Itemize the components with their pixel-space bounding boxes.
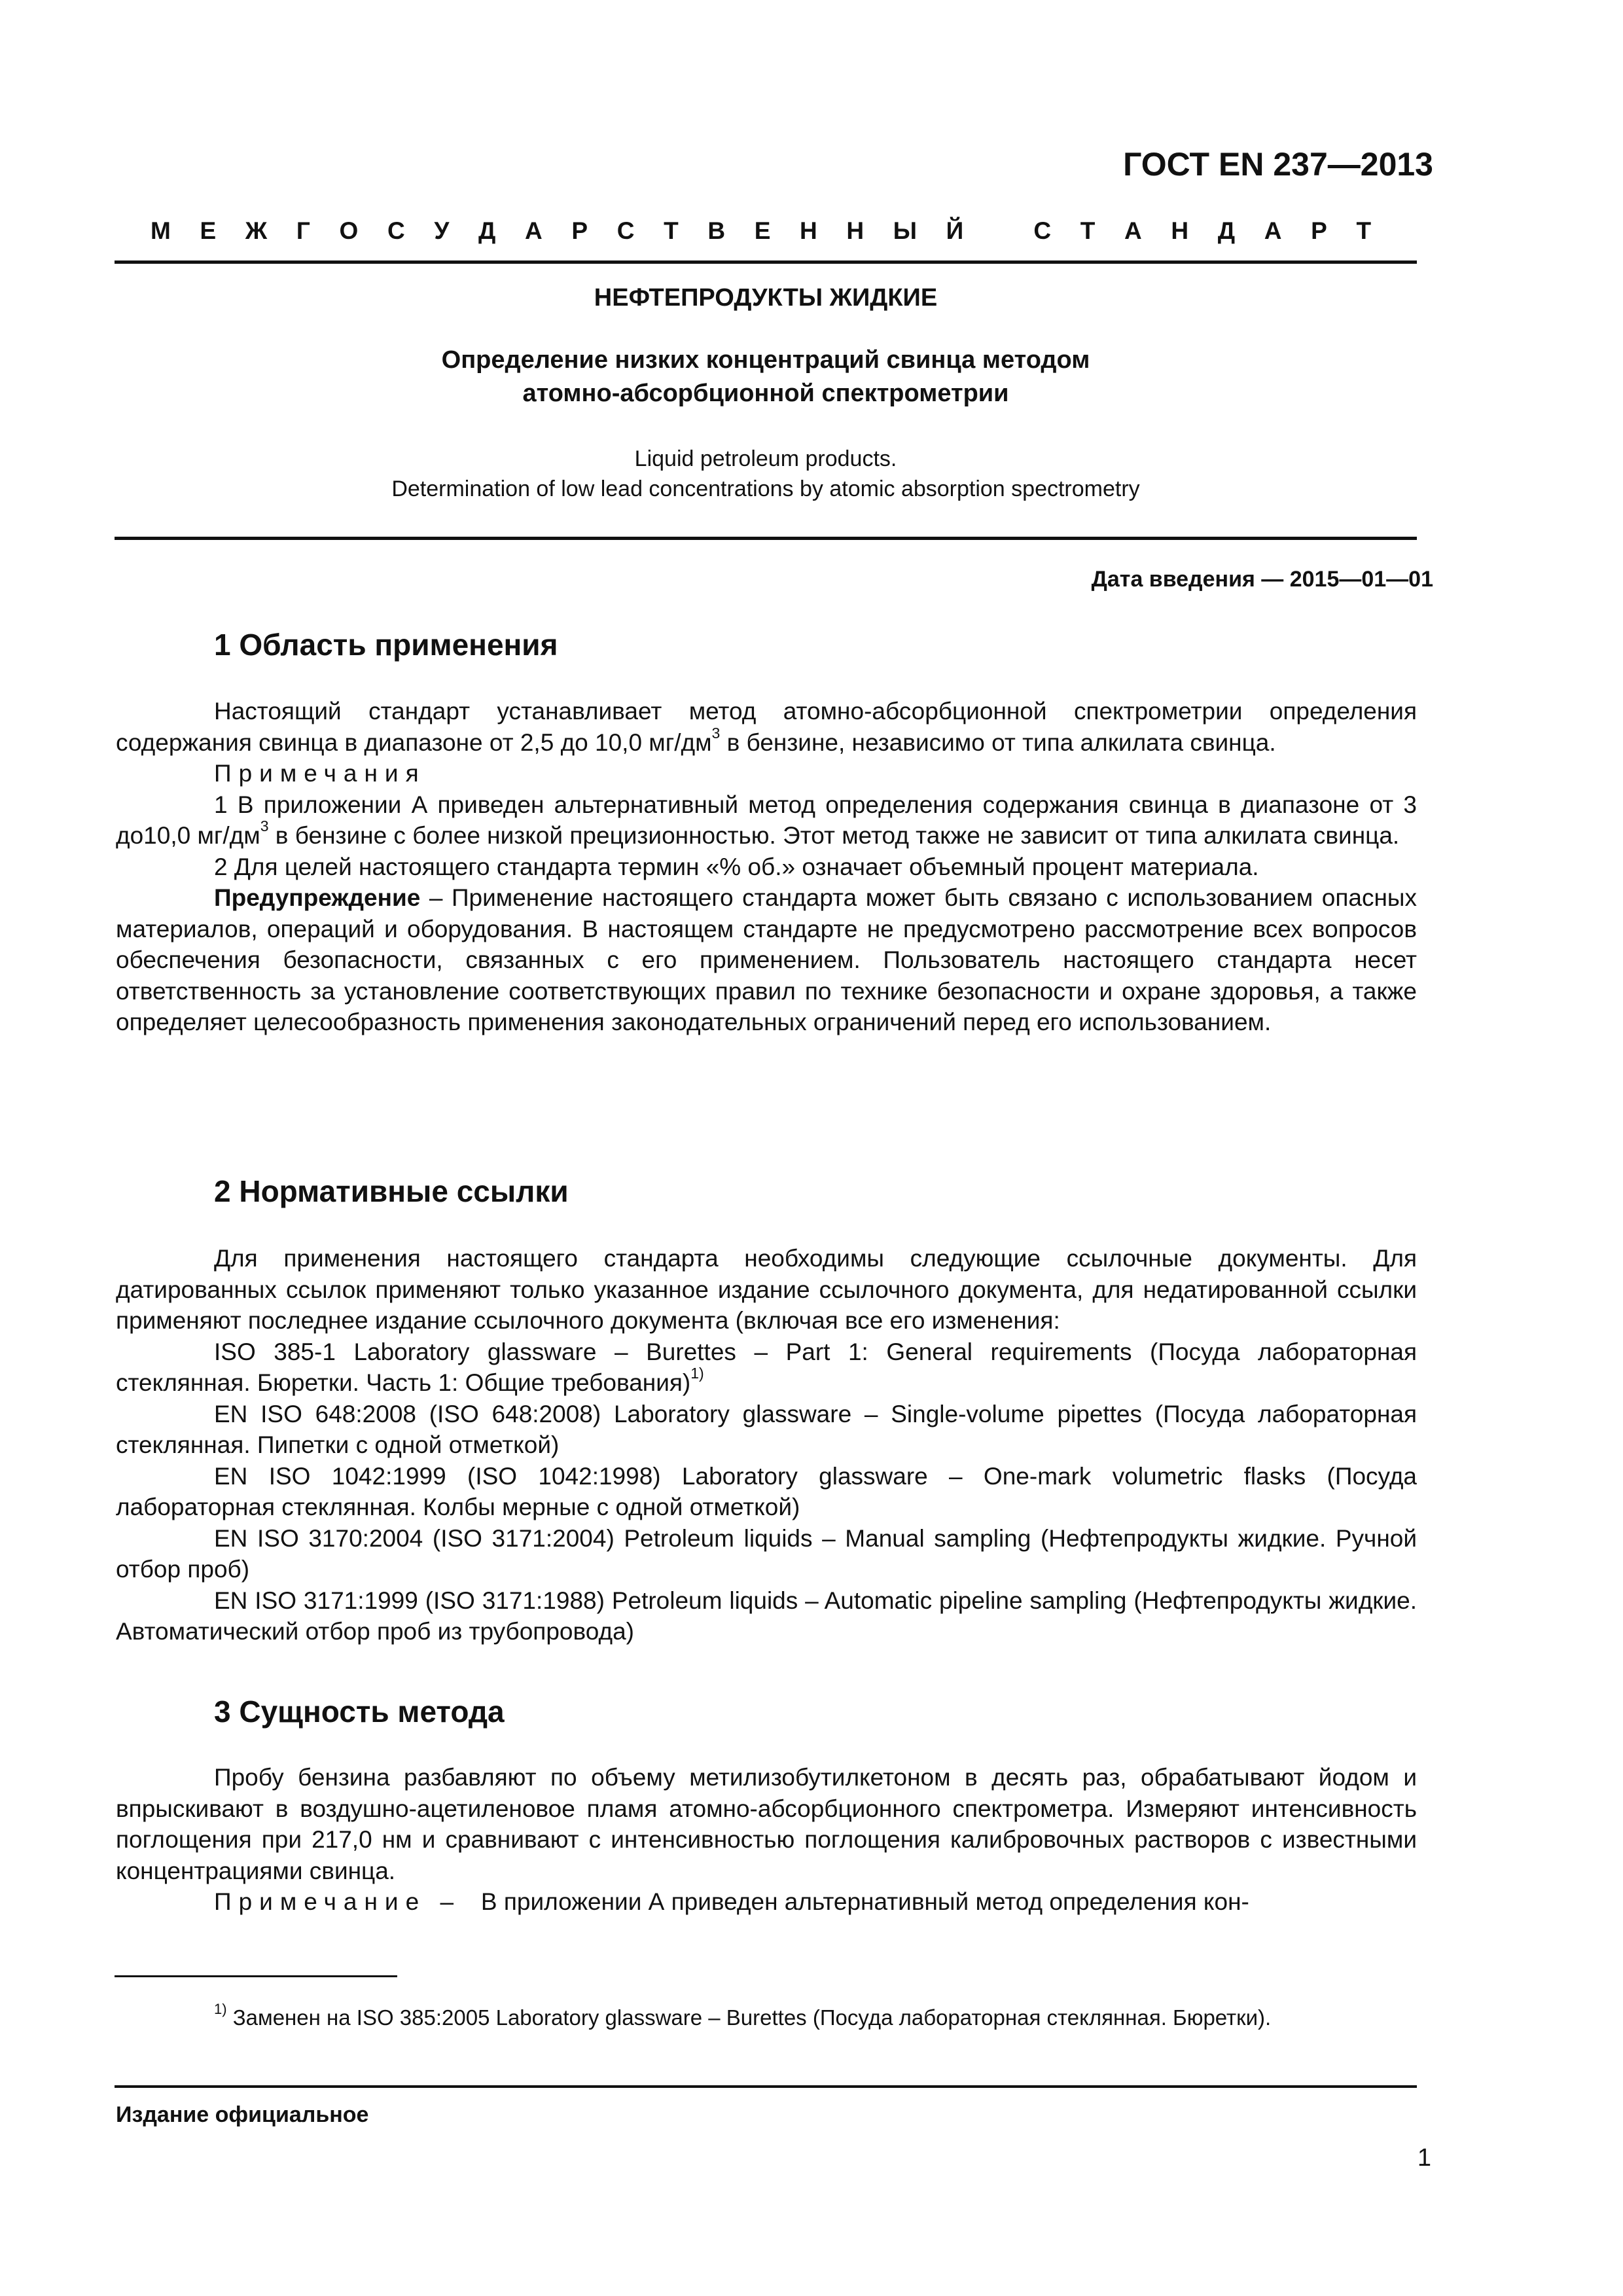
subtitle-line-2: атомно-абсорбционной спектрометрии [522, 380, 1009, 407]
header-rule [115, 260, 1417, 264]
note-1: 1 В приложении А приведен альтернативный метод определения содержания свинца в диапазоне от 3 до10,0 $мг/дм^3$ в бензине с более низкой прецизионностью. Этот метод также не зависит от типа алкилата свинца. [116, 791, 1417, 849]
reference-item: EN ISO 1042:1999 (ISO 1042:1998) Laboratory glassware – One-mark volumetric flasks (Посуда лабораторная стеклянная. Колбы мерные с одной отметкой) [116, 1462, 1417, 1520]
standard-letter: М [151, 217, 171, 244]
english-title [115, 444, 1417, 504]
warning-paragraph: Предупреждение – Применение настоящего стандарта может быть связано с использованием опасных материалов, операций и оборудования. В настоящем стандарте не предусмотрено рассмотрение всех вопросов обеспечения безопасности, связанных с его применением. Пользователь настоящего стандарта несет ответственность за установление соответствующих правил по технике безопасности и охране здоровья, а также определяет целесообразность применения законодательных ограничений перед его использованием. [116, 884, 1417, 1035]
standard-letter: Г [296, 217, 310, 244]
standard-letter: Р [1311, 217, 1327, 244]
standard-letter: В [707, 217, 726, 244]
standard-letter: Т [1356, 217, 1372, 244]
section-1-body [116, 696, 1417, 1038]
standard-letter: Т [664, 217, 679, 244]
notes-label: Примечания [214, 760, 426, 787]
standard-letter: Н [800, 217, 817, 244]
interstate-standard-heading [115, 217, 1417, 245]
reference-item: EN ISO 3170:2004 (ISO 3171:2004) Petroleum liquids – Manual sampling (Нефтепродукты жидкие. Ручной отбор проб) [116, 1524, 1417, 1583]
standard-code: ГОСТ EN 237—2013 [1123, 146, 1433, 183]
standard-letter: А [524, 217, 543, 244]
subtitle-line-1: Определение низких концентраций свинца методом [441, 346, 1090, 374]
method-note: Примечание – В приложении А приведен альтернативный метод определения кон- [214, 1888, 1249, 1915]
standard-letter: Е [754, 217, 771, 244]
reference-item: ISO 385-1 Laboratory glassware – Burettes – Part 1: General requirements (Посуда лабораторная стеклянная. Бюретки. Часть 1: Общие требования)$^{1)}$ [116, 1338, 1417, 1396]
standard-letter: Ы [893, 217, 917, 244]
method-principle-paragraph: Пробу бензина разбавляют по объему метилизобутилкетоном в десять раз, обрабатывают йодом и впрыскивают в воздушно-ацетиленовое пламя атомно-абсорбционного спектрометра. Измеряют интенсивность поглощения при 217,0 нм и сравнивают с интенсивностью поглощения калибровочных растворов с известными концентрациями свинца. [116, 1764, 1417, 1884]
english-title-line-1: Liquid petroleum products. [634, 446, 897, 471]
introduction-date: Дата введения — 2015—01—01 [1091, 567, 1433, 592]
standard-letter: С [1033, 217, 1052, 244]
note-2: 2 Для целей настоящего стандарта термин «% об.» означает объемный процент материала. [214, 853, 1259, 880]
reference-item: EN ISO 3171:1999 (ISO 3171:1988) Petroleum liquids – Automatic pipeline sampling (Нефтепродукты жидкие. Автоматический отбор проб из трубопровода) [116, 1587, 1417, 1645]
standard-letter: Р [571, 217, 588, 244]
standard-letter: О [339, 217, 359, 244]
references-intro: Для применения настоящего стандарта необходимы следующие ссылочные документы. Для датированных ссылок применяют только указанное издание ссылочного документа, для недатированной ссылки применяют последнее издание ссылочного документа (включая все его изменения: [116, 1245, 1417, 1334]
standard-letter: Ж [245, 217, 268, 244]
footer-rule [115, 2085, 1417, 2088]
standard-letter: А [1264, 217, 1282, 244]
section-2-body [116, 1243, 1417, 1647]
official-edition-label: Издание официальное [116, 2102, 369, 2127]
footnote: $^{1)}$ Заменен на ISO 385:2005 Laboratory glassware – Burettes (Посуда лабораторная стеклянная. Бюретки). [214, 2001, 1272, 2030]
scope-paragraph: Настоящий стандарт устанавливает метод атомно-абсорбционной спектрометрии определения содержания свинца в диапазоне от 2,5 до 10,0 $мг/дм^3$ в бензине, независимо от типа алкилата свинца. [116, 698, 1417, 756]
standard-letter: Д [1217, 217, 1236, 244]
section-3-body [116, 1762, 1417, 1918]
standard-letter: Д [478, 217, 496, 244]
section-1-heading: 1 Область применения [214, 628, 558, 662]
document-subtitle [115, 344, 1417, 410]
english-title-line-2: Determination of low lead concentrations by atomic absorption spectrometry [391, 476, 1140, 501]
document-title: НЕФТЕПРОДУКТЫ ЖИДКИЕ [594, 284, 938, 312]
standard-letter: У [434, 217, 450, 244]
standard-letter: Н [1171, 217, 1189, 244]
standard-letter: Н [846, 217, 865, 244]
reference-item: EN ISO 648:2008 (ISO 648:2008) Laboratory glassware – Single-volume pipettes (Посуда лабораторная стеклянная. Пипетки с одной отметкой) [116, 1400, 1417, 1458]
page-number: 1 [1417, 2144, 1431, 2172]
standard-letter: С [387, 217, 405, 244]
warning-label: Предупреждение [214, 884, 421, 911]
standard-letter: Й [946, 217, 964, 244]
standard-letter: Т [1080, 217, 1096, 244]
section-2-heading: 2 Нормативные ссылки [214, 1174, 569, 1208]
standard-letter: А [1124, 217, 1142, 244]
section-3-heading: 3 Сущность метода [214, 1695, 505, 1729]
title-rule [115, 537, 1417, 540]
standard-letter: С [616, 217, 635, 244]
footnote-separator [115, 1975, 397, 1977]
standard-letter: Е [200, 217, 217, 244]
